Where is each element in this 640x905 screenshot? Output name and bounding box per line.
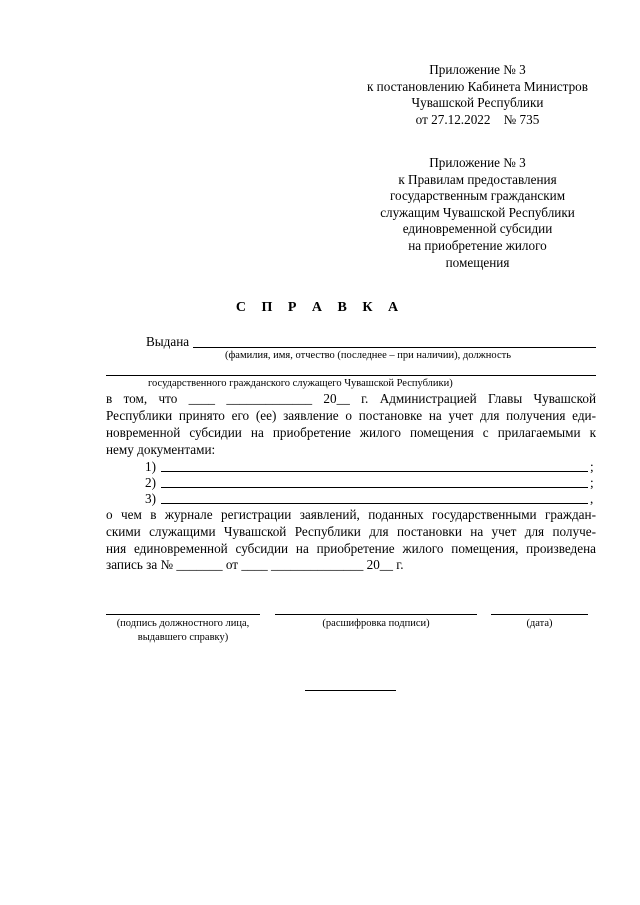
signature-date-caption: (дата) bbox=[526, 618, 553, 629]
issued-hint-1: (фамилия, имя, отчество (последнее – при наличии), должность bbox=[225, 350, 511, 361]
signature-decoding-line bbox=[275, 614, 477, 615]
document-end: , bbox=[590, 491, 594, 506]
appendix-header-rules bbox=[355, 155, 600, 271]
issued-hint-2: государственного гражданского служащего Чувашской Республики) bbox=[148, 378, 453, 389]
journal-line: скими служащими Чувашской Республики для постановки на учет для получе- bbox=[106, 524, 596, 539]
document-number: 1) bbox=[145, 459, 156, 474]
journal-line: ния единовременной субсидии на приобретение жилого помещения, произведена bbox=[106, 541, 596, 556]
journal-line: о чем в журнале регистрации заявлений, поданных государственными граждан- bbox=[106, 507, 596, 522]
appendix-line: Приложение № 3 bbox=[429, 62, 526, 77]
body-line: в том, что ____ _____________ 20__ г. Администрацией Главы Чувашской bbox=[106, 391, 596, 406]
appendix-line: к Правилам предоставления bbox=[398, 171, 557, 187]
document-line bbox=[161, 487, 588, 488]
issued-name-line bbox=[193, 347, 596, 348]
document-end: ; bbox=[590, 475, 594, 490]
appendix-line: к постановлению Кабинета Министров bbox=[366, 78, 589, 94]
appendix-line: государственным гражданским bbox=[389, 188, 566, 204]
issued-label: Выдана bbox=[146, 334, 190, 349]
document-end: ; bbox=[590, 459, 594, 474]
signature-official-caption: (подпись должностного лица, выдавшего справку) bbox=[116, 618, 250, 643]
appendix-line: единовременной субсидии bbox=[402, 221, 553, 237]
appendix-header-decree bbox=[355, 62, 600, 128]
body-line: нему документами: bbox=[106, 442, 216, 457]
appendix-line: служащим Чувашской Республики bbox=[380, 204, 575, 220]
appendix-line: от 27.12.2022 № 735 bbox=[415, 111, 540, 127]
body-line: новременной субсидии на приобретение жилого помещения с прилагаемыми к bbox=[106, 425, 596, 440]
body-line: Республики принято его (ее) заявление о постановке на учет для получения еди- bbox=[106, 408, 596, 423]
end-divider bbox=[305, 690, 396, 691]
document-number: 3) bbox=[145, 491, 156, 506]
signature-decoding-caption: (расшифровка подписи) bbox=[322, 618, 430, 629]
document-number: 2) bbox=[145, 475, 156, 490]
issued-position-line bbox=[106, 375, 596, 376]
appendix-line: Чувашской Республики bbox=[411, 95, 544, 111]
signature-date-line bbox=[491, 614, 588, 615]
document-line bbox=[161, 503, 588, 504]
document-line bbox=[161, 471, 588, 472]
appendix-line: помещения bbox=[445, 254, 510, 270]
appendix-line: Приложение № 3 bbox=[429, 155, 526, 170]
journal-line: запись за № _______ от ____ ______________ 20__ г. bbox=[106, 557, 404, 572]
appendix-line: на приобретение жилого bbox=[408, 237, 547, 253]
signature-official-line bbox=[106, 614, 260, 615]
document-title: С П Р А В К А bbox=[235, 300, 405, 315]
